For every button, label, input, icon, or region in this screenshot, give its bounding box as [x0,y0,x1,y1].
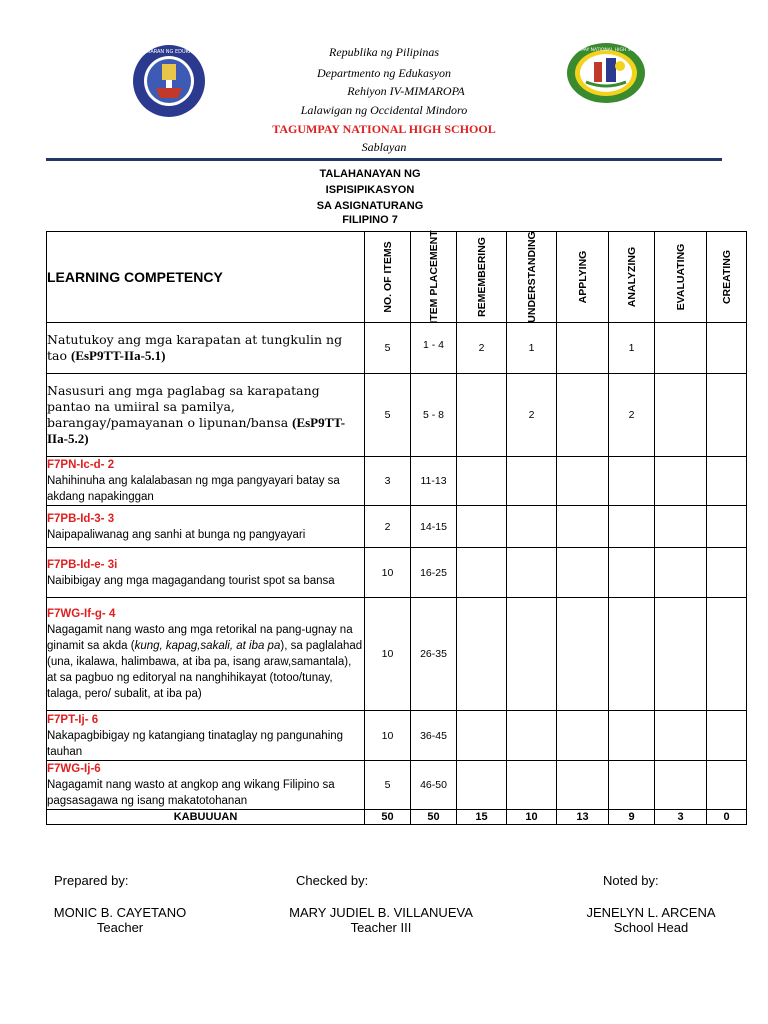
understanding-cell [507,598,557,711]
analyzing-cell [609,598,655,711]
applying-cell [557,506,609,548]
items-header: NO. OF ITEMS [365,232,411,323]
creating-header: CREATING [707,232,747,323]
checked-name: MARY JUDIEL B. VILLANUEVA [289,905,473,920]
creating-cell [707,374,747,457]
table-row [47,761,747,810]
competency-text: Nagagamit nang wasto ang mga retorikal na pang-ugnay na ginamit sa akda (kung, kapag,sakali, at iba pa), sa paglalahad (una, ikalawa, halimbawa, at iba pa, isang araw,samantala), at sa pagbuo ng editoryal na nanghihikayat (totoo/tunay, talaga, pero/ subalit, at iba pa) [47,624,363,700]
items-cell: 10 [365,598,411,711]
items-cell: 5 [365,323,411,374]
placement-cell: 11-13 [411,457,457,506]
competency-code: F7WG-Ij-6 [47,763,101,775]
prepared-name: MONIC B. CAYETANO [53,905,187,920]
remembering-cell: 2 [457,323,507,374]
evaluating-cell [655,548,707,598]
remembering-cell [457,598,507,711]
evaluating-header: EVALUATING [655,232,707,323]
competency-code: F7PN-Ic-d- 2 [47,459,115,471]
placement-cell: 14-15 [411,506,457,548]
items-cell: 10 [365,548,411,598]
total-analyzing: 9 [609,810,655,825]
remembering-cell [457,457,507,506]
total-label: KABUUUAN [47,810,365,825]
evaluating-cell [655,761,707,810]
noted-by-block [556,905,746,935]
remembering-cell [457,374,507,457]
competency-cell: Nasusuri ang mga paglabag sa karapatang pantao na umiiral sa pamilya, barangay/pamayanan o lipunan/bansa (EsP9TT-IIa-5.2) [47,374,365,457]
table-row [47,374,747,457]
creating-cell [707,711,747,761]
remembering-cell [457,506,507,548]
understanding-header: UNDERSTANDING [507,232,557,323]
table-row [47,323,747,374]
competency-code: F7WG-If-g- 4 [47,608,116,620]
total-evaluating: 3 [655,810,707,825]
header-rule [46,158,722,161]
total-row [47,810,747,825]
evaluating-cell [655,506,707,548]
remembering-cell [457,761,507,810]
table-row [47,711,747,761]
town-line: Sablayan [361,140,407,154]
prepared-by-block [30,905,210,935]
checked-label: Checked by: [296,873,369,888]
creating-cell [707,548,747,598]
competency-cell [47,711,365,761]
creating-cell [707,761,747,810]
items-cell: 3 [365,457,411,506]
specification-table [46,231,747,825]
total-applying: 13 [557,810,609,825]
applying-cell [557,761,609,810]
competency-text: Nagagamit nang wasto at angkop ang wikang Filipino sa pagsasagawa ng isang makatotohanan [47,779,335,807]
evaluating-cell [655,598,707,711]
competency-cell [47,598,365,711]
document-title [0,166,740,226]
total-creating: 0 [707,810,747,825]
understanding-cell [507,457,557,506]
checked-by-block [266,905,496,935]
total-remembering: 15 [457,810,507,825]
items-cell: 5 [365,374,411,457]
placement-header: ITEM PLACEMENT [411,232,457,323]
table-row [47,457,747,506]
noted-label: Noted by: [603,873,659,888]
applying-header: APPLYING [557,232,609,323]
understanding-cell [507,711,557,761]
understanding-cell [507,506,557,548]
department-line: Departmento ng Edukasyon [317,66,451,80]
analyzing-header: ANALYZING [609,232,655,323]
understanding-cell: 1 [507,323,557,374]
understanding-cell [507,761,557,810]
applying-cell [557,323,609,374]
analyzing-cell [609,711,655,761]
applying-cell [557,548,609,598]
creating-cell [707,457,747,506]
evaluating-cell [655,374,707,457]
table-row [47,506,747,548]
applying-cell [557,374,609,457]
prepared-label: Prepared by: [54,873,129,888]
applying-cell [557,711,609,761]
analyzing-cell [609,506,655,548]
title-line-3: SA ASIGNATURANG [316,200,424,212]
region-line: Rehiyon IV-MIMAROPA [347,84,465,98]
republic-line: Republika ng Pilipinas [329,45,439,59]
competency-code: F7PT-Ij- 6 [47,713,99,726]
evaluating-cell [655,457,707,506]
remembering-header: REMEMBERING [457,232,507,323]
competency-text: Nakapagbibigay ng katangiang tinataglay ng pangunahing tauhan [47,729,344,758]
competency-cell [47,457,365,506]
placement-cell: 46-50 [411,761,457,810]
placement-cell: 5 - 8 [411,374,457,457]
analyzing-cell [609,761,655,810]
creating-cell [707,598,747,711]
analyzing-cell: 2 [609,374,655,457]
competency-cell: Natutukoy ang mga karapatan at tungkulin ng tao (EsP9TT-IIa-5.1) [47,323,365,374]
remembering-cell [457,548,507,598]
table-row [47,598,747,711]
school-seal-text: TAGUMPAY NATIONAL HIGH SCHOOL [566,48,646,53]
items-cell: 5 [365,761,411,810]
competency-code: F7PB-Id-e- 3i [47,558,118,571]
analyzing-cell [609,457,655,506]
placement-cell: 1 - 4 [411,323,457,374]
total-understanding: 10 [507,810,557,825]
deped-seal-text: KAGAWARAN NG EDUKASYON [132,49,206,55]
understanding-cell [507,548,557,598]
table-row [47,548,747,598]
table-header-row [47,232,747,323]
placement-cell: 26-35 [411,598,457,711]
remembering-cell [457,711,507,761]
evaluating-cell [655,323,707,374]
checked-role: Teacher III [350,920,412,935]
title-line-1: TALAHANAYAN NG [319,168,421,180]
total-placement: 50 [411,810,457,825]
items-cell: 2 [365,506,411,548]
creating-cell [707,323,747,374]
competency-text: Naipapaliwanag ang sanhi at bunga ng pangyayari [47,528,306,541]
placement-cell: 36-45 [411,711,457,761]
items-cell: 10 [365,711,411,761]
province-line: Lalawigan ng Occidental Mindoro [300,103,468,117]
title-line-2: ISPISIPIKASYON [325,184,415,196]
noted-role: School Head [613,920,689,935]
title-line-4: FILIPINO 7 [342,214,398,226]
placement-cell: 16-25 [411,548,457,598]
evaluating-cell [655,711,707,761]
understanding-cell: 2 [507,374,557,457]
competency-text: Nahihinuha ang kalalabasan ng mga pangyayari batay sa akdang napakinggan [47,475,340,503]
competency-cell [47,506,365,548]
competency-header: LEARNING COMPETENCY [47,232,365,323]
competency-code: F7PB-Id-3- 3 [47,512,115,525]
total-items: 50 [365,810,411,825]
competency-cell [47,548,365,598]
applying-cell [557,457,609,506]
prepared-role: Teacher [96,920,144,935]
applying-cell [557,598,609,711]
competency-text: Naibibigay ang mga magagandang tourist spot sa bansa [47,574,335,587]
creating-cell [707,506,747,548]
school-name: TAGUMPAY NATIONAL HIGH SCHOOL [272,122,496,136]
analyzing-cell: 1 [609,323,655,374]
noted-name: JENELYN L. ARCENA [586,905,716,920]
analyzing-cell [609,548,655,598]
competency-cell [47,761,365,810]
